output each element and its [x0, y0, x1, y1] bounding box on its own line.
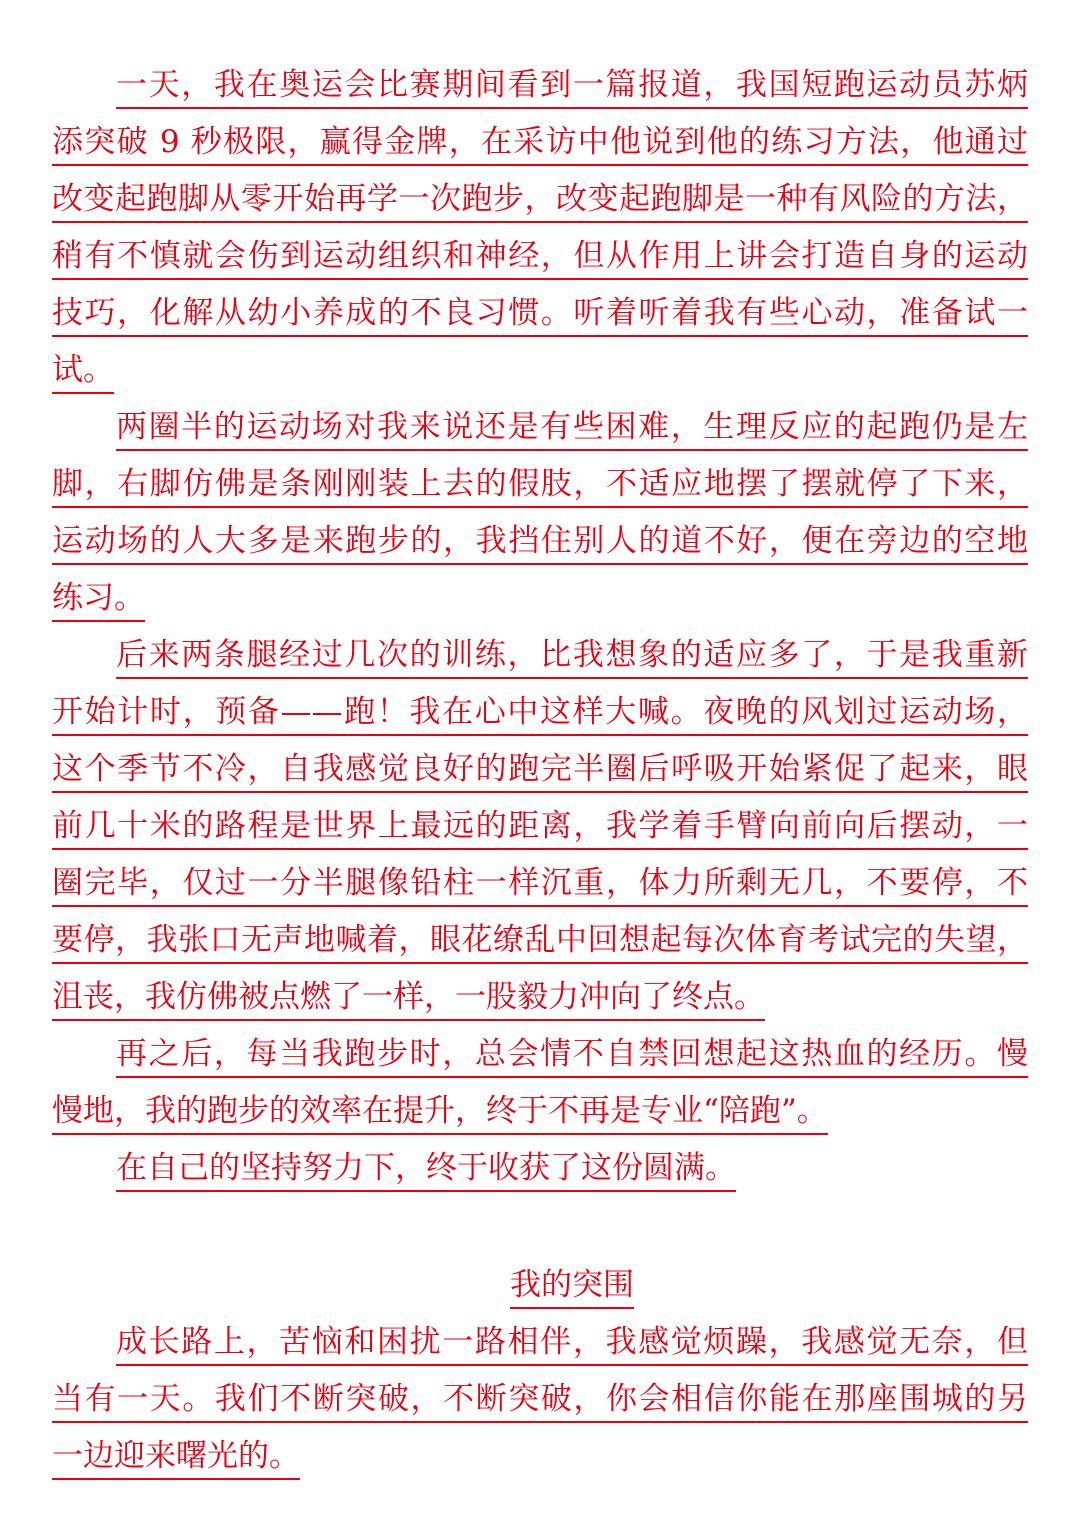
text-line: 在自己的坚持努力下，终于收获了这份圆满。	[52, 1138, 1032, 1195]
text-line: 当有一天。我们不断突破，不断突破，你会相信你能在那座围城的另	[52, 1369, 1032, 1426]
closing-paragraph	[52, 1312, 1032, 1483]
text-line: 两圈半的运动场对我来说还是有些困难，生理反应的起跑仍是左	[52, 397, 1032, 454]
text-line: 前几十米的路程是世界上最远的距离，我学着手臂向前向后摆动，一	[52, 796, 1032, 853]
text-line: 这个季节不冷，自我感觉良好的跑完半圈后呼吸开始紧促了起来，眼	[52, 739, 1032, 796]
text-line: 添突破 9 秒极限，赢得金牌，在采访中他说到他的练习方法，他通过	[52, 112, 1032, 169]
text-line: 脚，右脚仿佛是条刚刚装上去的假肢，不适应地摆了摆就停了下来，	[52, 454, 1032, 511]
text-line: 一边迎来曙光的。	[52, 1426, 1032, 1483]
text-line: 一天，我在奥运会比赛期间看到一篇报道，我国短跑运动员苏炳	[52, 55, 1032, 112]
paragraph-5	[52, 1138, 1032, 1195]
text-line: 改变起跑脚从零开始再学一次跑步，改变起跑脚是一种有风险的方法，	[52, 169, 1032, 226]
section-title: 我的突围	[52, 1255, 1032, 1312]
section-gap	[52, 1195, 1032, 1255]
text-line: 要停，我张口无声地喊着，眼花缭乱中回想起每次体育考试完的失望，	[52, 910, 1032, 967]
text-line: 再之后，每当我跑步时，总会情不自禁回想起这热血的经历。慢	[52, 1024, 1032, 1081]
text-line: 成长路上，苦恼和困扰一路相伴，我感觉烦躁，我感觉无奈，但	[52, 1312, 1032, 1369]
paragraph-3	[52, 625, 1032, 1024]
text-line: 试。	[52, 340, 1032, 397]
text-line: 运动场的人大多是来跑步的，我挡住别人的道不好，便在旁边的空地	[52, 511, 1032, 568]
text-line: 开始计时，预备——跑！我在心中这样大喊。夜晚的风划过运动场，	[52, 682, 1032, 739]
text-line: 慢地，我的跑步的效率在提升，终于不再是专业“陪跑”。	[52, 1081, 1032, 1138]
text-line: 圈完毕，仅过一分半腿像铅柱一样沉重，体力所剩无几，不要停，不	[52, 853, 1032, 910]
document-page	[52, 55, 1032, 1483]
paragraph-1	[52, 55, 1032, 397]
text-line: 技巧，化解从幼小养成的不良习惯。听着听着我有些心动，准备试一	[52, 283, 1032, 340]
paragraph-4	[52, 1024, 1032, 1138]
text-line: 沮丧，我仿佛被点燃了一样，一股毅力冲向了终点。	[52, 967, 1032, 1024]
text-line: 练习。	[52, 568, 1032, 625]
text-line: 后来两条腿经过几次的训练，比我想象的适应多了，于是我重新	[52, 625, 1032, 682]
paragraph-2	[52, 397, 1032, 625]
text-line: 稍有不慎就会伤到运动组织和神经，但从作用上讲会打造自身的运动	[52, 226, 1032, 283]
